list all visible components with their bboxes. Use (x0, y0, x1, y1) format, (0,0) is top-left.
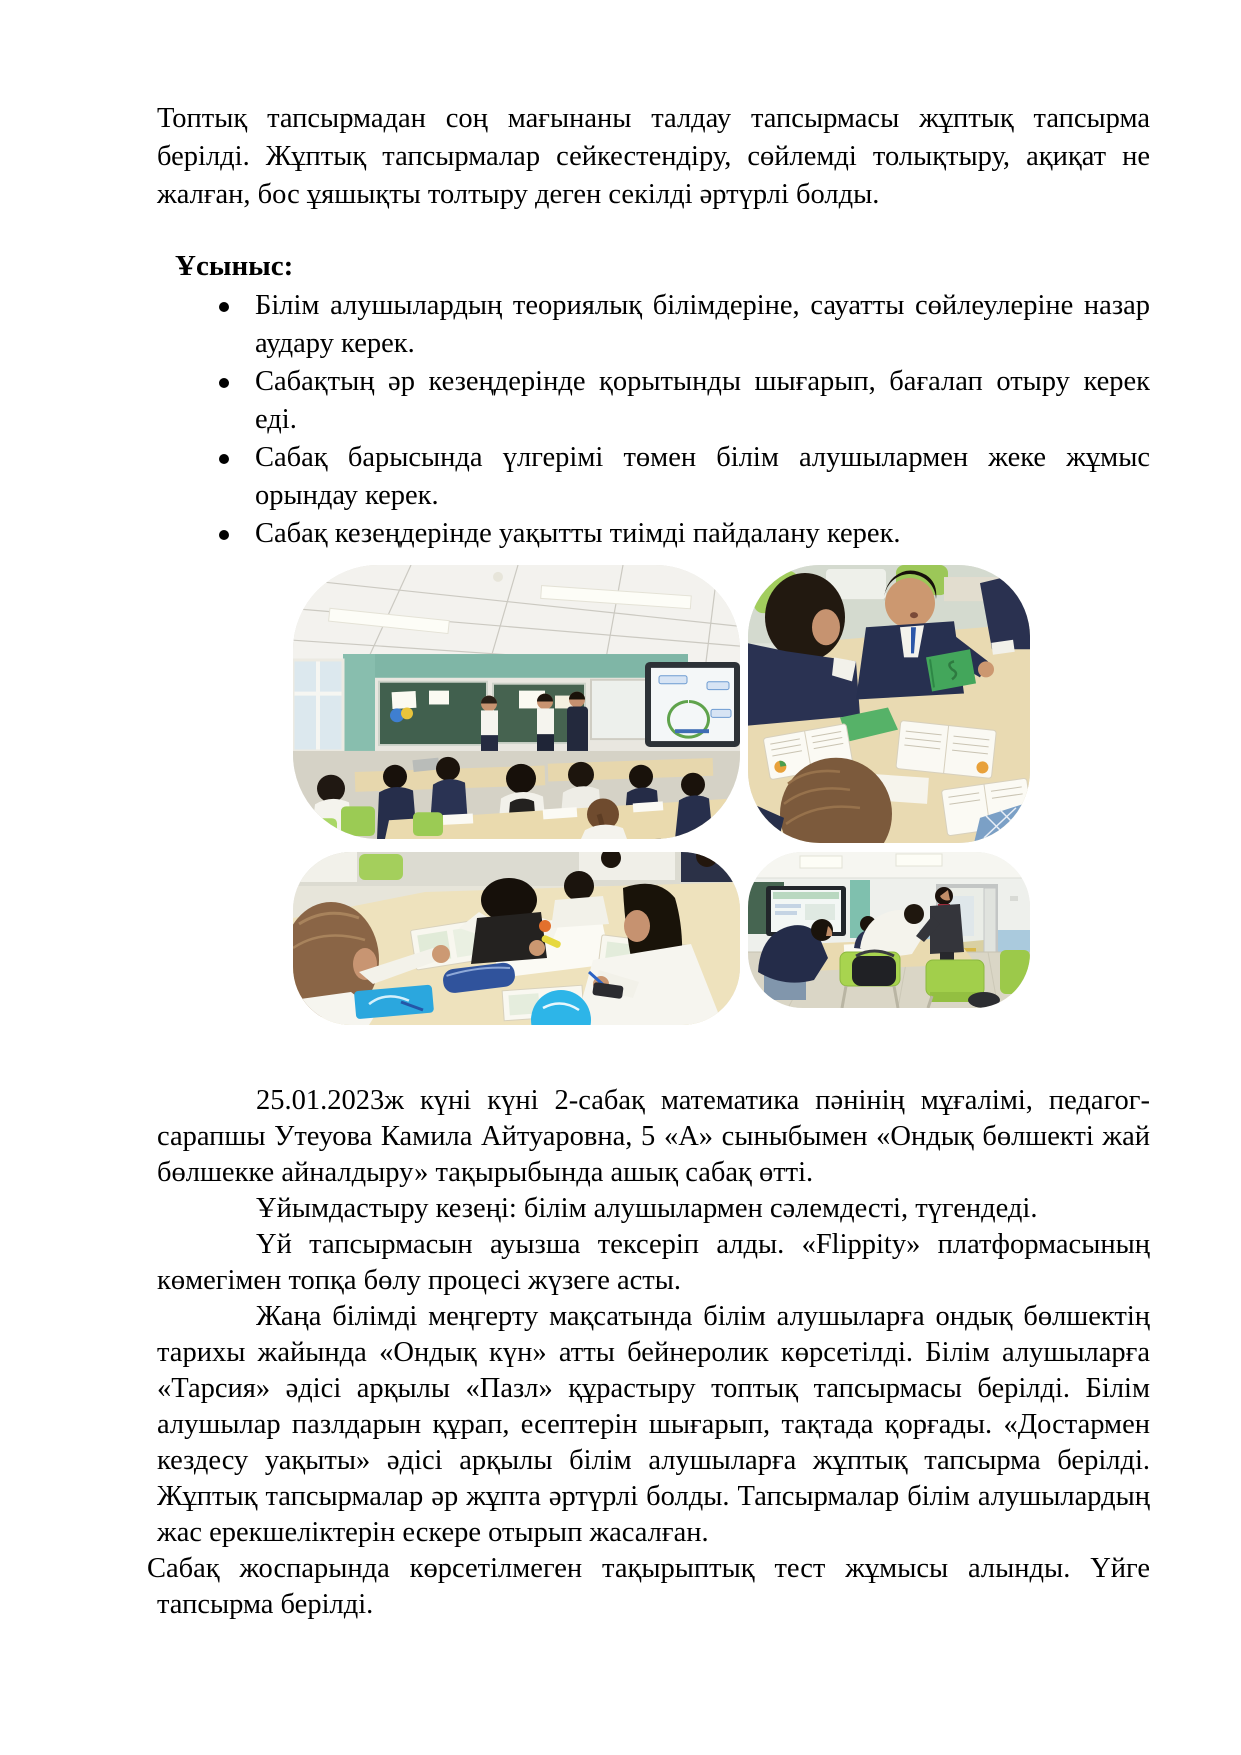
list-item (157, 287, 1150, 363)
list-item (157, 363, 1150, 439)
intro-paragraph: Топтық тапсырмадан соң мағынаны талдау тапсырмасы жұптық тапсырма берілді. Жұптық тапсырмалар сейкестендіру, сөйлемді толықтыру, ақиқат не жалған, бос ұяшықты толтыру деген секілді әртүрлі болды. (157, 103, 1150, 210)
photo-group-table-discussion (748, 565, 1030, 843)
list-item-text: Сабақ кезеңдерінде уақытты тиімді пайдалану керек. (255, 518, 901, 549)
list-item (157, 439, 1150, 515)
body-paragraph: 25.01.2023ж күні күні 2-сабақ математика пәнінің мұғалімі, педагог-сарапшы Утеуова Камила Айтуаровна, 5 «А» сыныбымен «Ондық бөлшекті жай бөлшекке айналдыру» тақырыбында ашық сабақ өтті. (157, 1085, 1150, 1188)
body-paragraph: Сабақ жоспарында көрсетілмеген тақырыптық тест жұмысы алынды. Үйге тапсырма берілді. (147, 1553, 1150, 1620)
body-paragraph: Жаңа білімді меңгерту мақсатында білім алушыларға ондық бөлшектің тарихы жайында «Ондық күн» атты бейнеролик көрсетілді. Білім алушыларға «Тарсия» әдісі арқылы «Пазл» құрастыру топтық тапсырмасы берілді. Білім алушылар пазлдарын құрап, есептерін шығарып, тақтада қорғады. «Достармен кездесу уақыты» әдісі арқылы білім алушыларға жұптық тапсырма берілді. Жұптық тапсырмалар әр жұпта әртүрлі болды. Тапсырмалар білім алушылардың жас ерекшеліктерін ескере отырып жасалған. (157, 1301, 1150, 1548)
bullet-icon (219, 530, 229, 540)
bullet-icon (219, 454, 229, 464)
photo-students-writing (293, 852, 740, 1025)
list-item-text: Сабақтың әр кезеңдерінде қорытынды шығарып, бағалап отыру керек еді. (255, 366, 1150, 435)
list-item-text: Сабақ барысында үлгерімі төмен білім алушылармен жеке жұмыс орындау керек. (255, 442, 1150, 511)
list-item-text: Білім алушылардың теориялық білімдеріне, сауатты сөйлеулеріне назар аудару керек. (255, 290, 1150, 359)
photo-collage (293, 565, 1030, 1025)
body-paragraph: Үй тапсырмасын ауызша тексеріп алды. «Flippity» платформасының көмегімен топқа бөлу процесі жүзеге асты. (157, 1229, 1150, 1296)
report-body (147, 1083, 1150, 1623)
bullet-icon (219, 302, 229, 312)
recommendations-list (157, 287, 1150, 553)
list-item (157, 515, 1150, 553)
bullet-icon (219, 378, 229, 388)
photo-classroom-overview (293, 565, 740, 839)
photo-teacher-with-group (748, 852, 1030, 1008)
body-paragraph: Ұйымдастыру кезеңі: білім алушылармен сәлемдесті, түгендеді. (256, 1193, 1038, 1224)
recommendations-heading: Ұсыныс: (175, 250, 294, 282)
